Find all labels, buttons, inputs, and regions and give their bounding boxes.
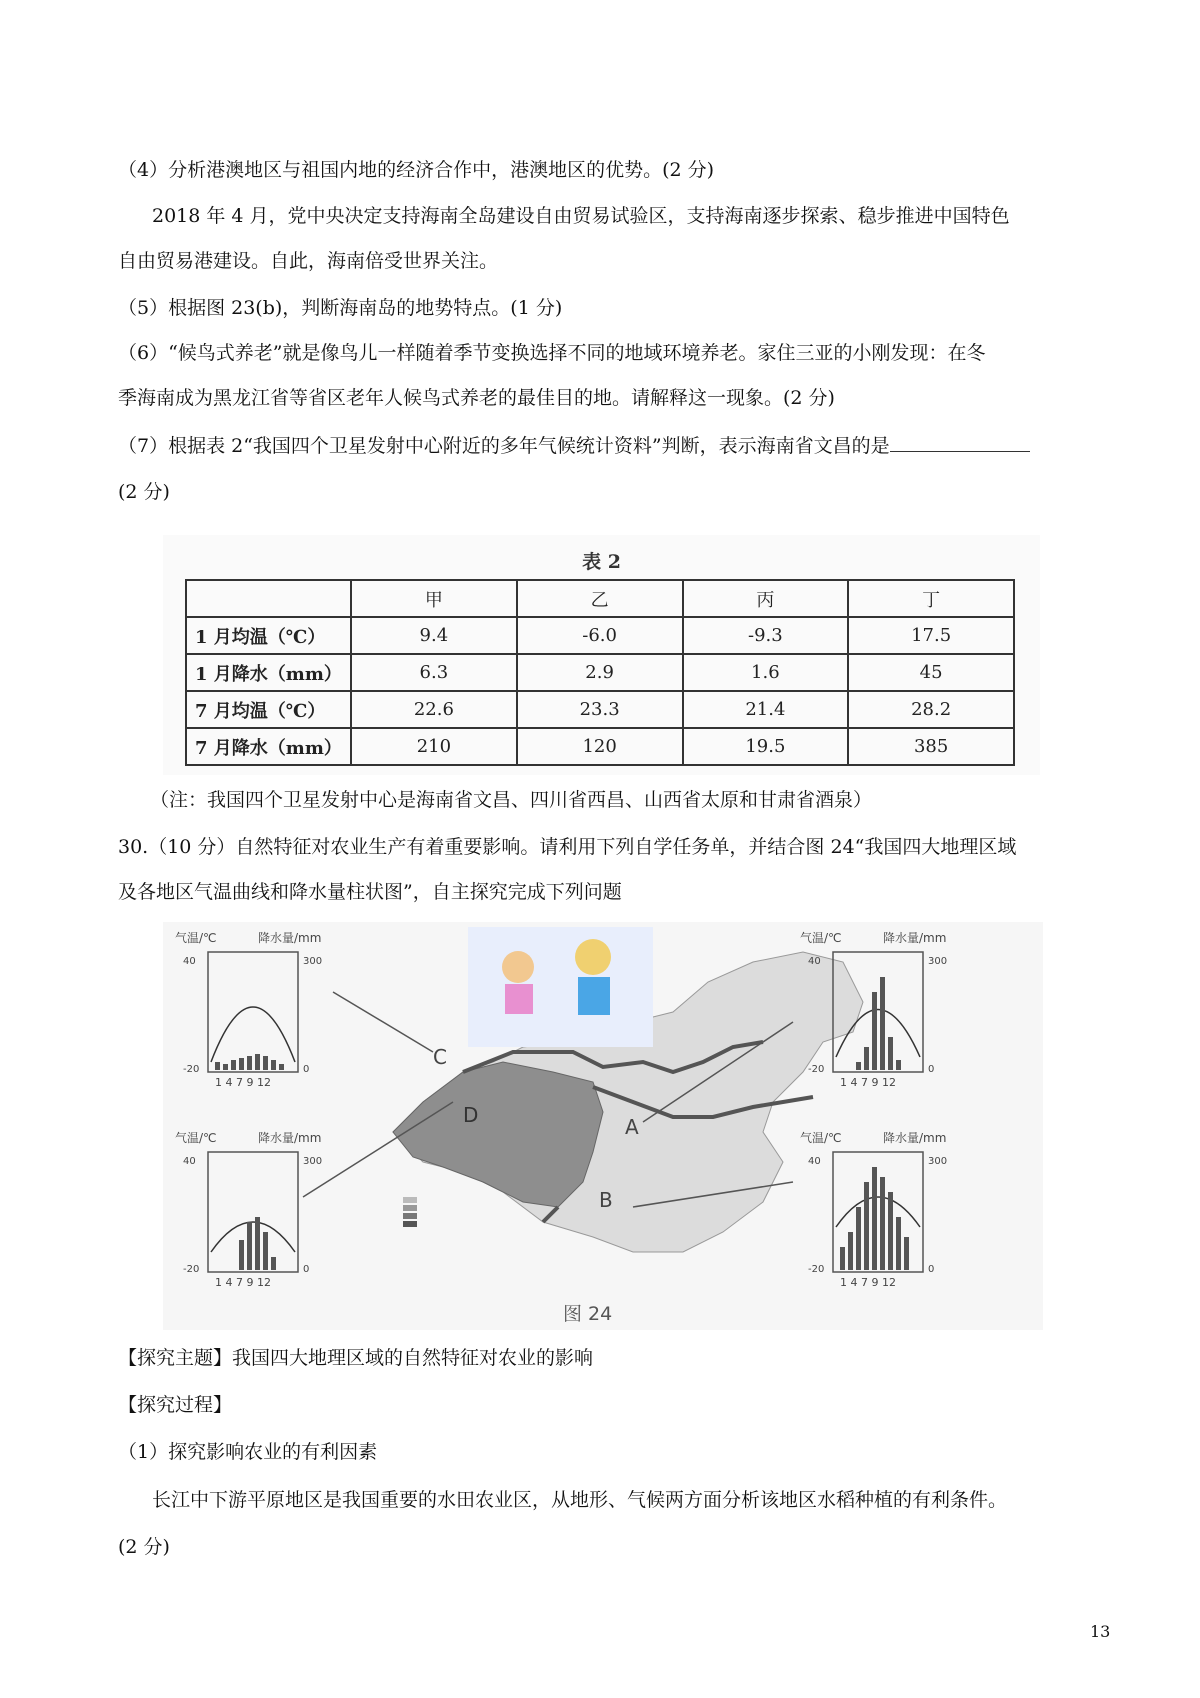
precip-bar [904,1237,909,1270]
legend-swatch [403,1221,417,1227]
chart-b-temp-tick: 40 [808,1156,821,1167]
precip-bar [271,1257,276,1270]
figure-caption: 图 24 [563,1303,613,1325]
intro-line-1: 2018 年 4 月，党中央决定支持海南全岛建设自由贸易试验区，支持海南逐步探索、稳步推进中国特色 [152,205,1010,227]
chart-a-month-ticks: 1 4 7 9 12 [840,1076,896,1089]
precip-bar [856,1207,861,1270]
chart-a-precip-tick: 300 [928,956,948,967]
chart-b-temp-tick: -20 [808,1264,825,1275]
chart-b-month-ticks: 1 4 7 9 12 [840,1276,896,1289]
cartoon-boy-body [578,977,610,1015]
cartoon-boy-head [575,939,611,975]
table-header-cell: 甲 [351,580,517,617]
table-row [186,691,1014,728]
chart-d-precip-tick: 300 [303,1156,323,1167]
climate-chart-d [175,1130,322,1289]
precip-bar [880,977,885,1070]
table-title: 表 2 [582,551,621,573]
table-cell: 120 [517,728,683,765]
region-label-c: C [433,1045,447,1069]
chart-c-temp-tick: 40 [183,956,196,967]
precip-bar [880,1177,885,1270]
table-cell: -9.3 [683,617,849,654]
chart-c-precip-axis-label: 降水量/mm [258,931,322,945]
chart-c-precip-bars [215,1054,284,1070]
sub-question-1-text: 长江中下游平原地区是我国重要的水田农业区，从地形、气候两方面分析该地区水稻种植的有利条件。 [152,1489,1008,1511]
chart-b-precip-tick: 300 [928,1156,948,1167]
table-cell: 6.3 [351,654,517,691]
precip-bar [255,1217,260,1270]
cartoon-girl-body [505,984,533,1014]
precip-bar [888,1037,893,1070]
chart-a-precip-tick: 0 [928,1064,935,1075]
answer-blank[interactable] [890,433,1030,452]
region-label-b: B [599,1188,613,1212]
region-d-shading [393,1062,603,1207]
table-cell: 21.4 [683,691,849,728]
table-cell: 385 [848,728,1014,765]
precip-bar [840,1247,845,1270]
table-header-cell: 丁 [848,580,1014,617]
precip-bar [872,1167,877,1270]
table-header-cell: 丙 [683,580,849,617]
sub-question-1: （1）探究影响农业的有利因素 [118,1441,378,1463]
page-number: 13 [1090,1622,1111,1641]
climate-chart-b [800,1130,947,1289]
precip-bar [864,1047,869,1070]
chart-b-plot-area [833,1152,923,1272]
cartoon-illustration [468,927,653,1047]
chart-b-temperature-curve [836,1197,920,1227]
question-30-line-1: 30.（10 分）自然特征对农业生产有着重要影响。请利用下列自学任务单，并结合图 24“我国四大地理区域 [118,836,1017,858]
region-label-d: D [463,1103,479,1127]
chart-c-precip-tick: 300 [303,956,323,967]
chart-c-precip-tick: 0 [303,1064,310,1075]
intro-line-2: 自由贸易港建设。自此，海南倍受世界关注。 [118,250,499,272]
chart-c-plot-area [208,952,298,1072]
table-row [186,654,1014,691]
precip-bar [279,1064,284,1070]
table-row-label: 7 月均温（℃） [186,691,351,728]
chart-c-temperature-curve [211,1007,295,1062]
chart-d-precip-tick: 0 [303,1264,310,1275]
table-cell: 23.3 [517,691,683,728]
precip-bar [271,1060,276,1070]
question-6-line-2: 季海南成为黑龙江省等省区老年人候鸟式养老的最佳目的地。请解释这一现象。(2 分) [118,387,835,409]
table-row-label: 1 月降水（mm） [186,654,351,691]
table-cell: 1.6 [683,654,849,691]
table-row [186,617,1014,654]
chart-d-temperature-curve [211,1222,295,1252]
table-2 [163,535,1040,775]
chart-b-precip-tick: 0 [928,1264,935,1275]
chart-d-precip-bars [239,1217,276,1270]
precip-bar [231,1060,236,1070]
climate-chart-c [175,930,322,1089]
question-4: （4）分析港澳地区与祖国内地的经济合作中，港澳地区的优势。(2 分) [118,159,715,181]
explore-theme: 【探究主题】我国四大地理区域的自然特征对农业的影响 [118,1347,594,1369]
cartoon-girl-head [502,951,534,983]
question-5: （5）根据图 23(b)，判断海南岛的地势特点。(1 分) [118,297,563,319]
precip-bar [888,1192,893,1270]
precip-bar [872,992,877,1070]
chart-d-temp-tick: 40 [183,1156,196,1167]
table-cell: 28.2 [848,691,1014,728]
precip-bar [896,1217,901,1270]
question-6-line-1: （6）“候鸟式养老”就是像鸟儿一样随着季节变换选择不同的地域环境养老。家住三亚的小刚发现：在冬 [118,342,986,364]
precip-bar [247,1056,252,1070]
table-cell: 9.4 [351,617,517,654]
table-cell: 22.6 [351,691,517,728]
precip-bar [255,1054,260,1070]
precip-bar [239,1058,244,1070]
chart-b-precip-bars [840,1167,909,1270]
table-row-label: 7 月降水（mm） [186,728,351,765]
chart-a-precip-axis-label: 降水量/mm [883,931,947,945]
table-cell: 2.9 [517,654,683,691]
table-cell: 210 [351,728,517,765]
precip-bar [263,1232,268,1270]
question-7-line-1 [118,433,1030,458]
region-label-a: A [625,1115,639,1139]
chart-b-precip-axis-label: 降水量/mm [883,1131,947,1145]
chart-c-month-ticks: 1 4 7 9 12 [215,1076,271,1089]
precip-bar [263,1056,268,1070]
chart-c-temp-axis-label: 气温/℃ [175,931,217,945]
leader-line-c [333,992,433,1052]
chart-a-temp-axis-label: 气温/℃ [800,931,842,945]
table-row [186,728,1014,765]
sub-question-1-score: (2 分) [118,1536,170,1558]
legend-swatch [403,1205,417,1211]
table-cell: 45 [848,654,1014,691]
table-cell: 19.5 [683,728,849,765]
precip-bar [239,1240,244,1270]
precip-bar [848,1232,853,1270]
chart-d-plot-area [208,1152,298,1272]
climate-table [185,579,1015,766]
table-cell: -6.0 [517,617,683,654]
question-7-text: （7）根据表 2“我国四个卫星发射中心附近的多年气候统计资料”判断，表示海南省文昌的是 [118,435,890,457]
precip-bar [856,1062,861,1070]
legend-swatch [403,1197,417,1203]
precip-bar [896,1060,901,1070]
question-7-line-2: (2 分) [118,481,170,503]
chart-a-temp-tick: 40 [808,956,821,967]
question-30-line-2: 及各地区气温曲线和降水量柱状图”，自主探究完成下列问题 [118,881,622,903]
figure-24 [163,922,1043,1330]
table-cell: 17.5 [848,617,1014,654]
table-header-cell: 乙 [517,580,683,617]
precip-bar [247,1222,252,1270]
chart-d-month-ticks: 1 4 7 9 12 [215,1276,271,1289]
precip-bar [864,1182,869,1270]
table-corner-cell [186,580,351,617]
explore-process: 【探究过程】 [118,1394,233,1416]
chart-d-precip-axis-label: 降水量/mm [258,1131,322,1145]
map-legend [403,1197,417,1227]
figure-24-svg [163,922,1043,1330]
chart-c-temp-tick: -20 [183,1064,200,1075]
precip-bar [223,1064,228,1070]
table-header-row [186,580,1014,617]
precip-bar [215,1062,220,1070]
chart-b-temp-axis-label: 气温/℃ [800,1131,842,1145]
chart-d-temp-tick: -20 [183,1264,200,1275]
table-note: （注：我国四个卫星发射中心是海南省文昌、四川省西昌、山西省太原和甘肃省酒泉） [150,789,873,811]
table-row-label: 1 月均温（℃） [186,617,351,654]
chart-a-temp-tick: -20 [808,1064,825,1075]
chart-a-precip-bars [856,977,901,1070]
legend-swatch [403,1213,417,1219]
chart-d-temp-axis-label: 气温/℃ [175,1131,217,1145]
